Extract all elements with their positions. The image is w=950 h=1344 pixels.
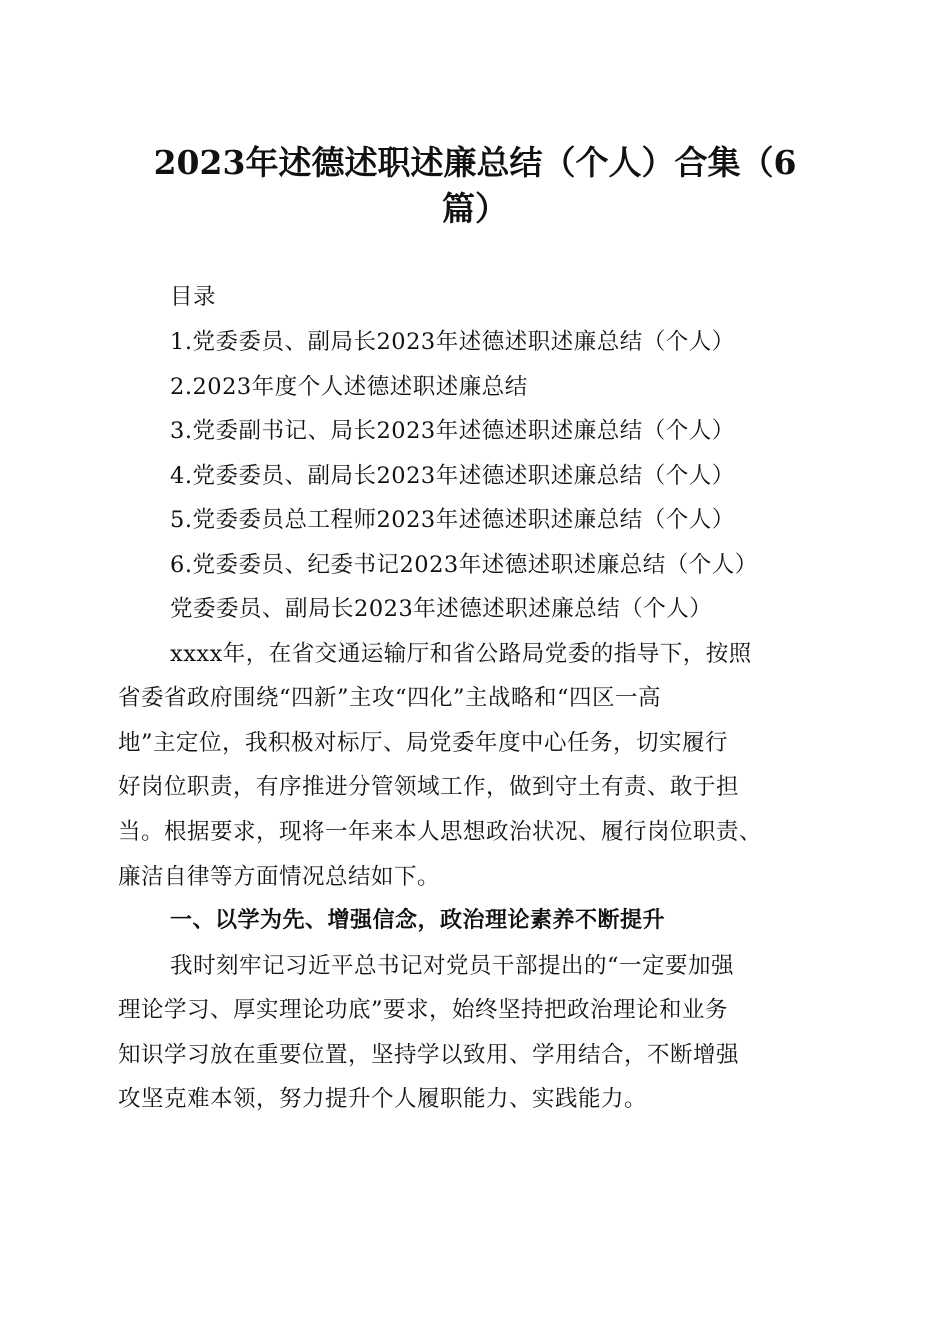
intro-paragraph-line: 省委省政府围绕“四新”主攻“四化”主战略和“四区一高	[118, 685, 662, 711]
intro-paragraph-line: 地”主定位，我积极对标厅、局党委年度中心任务，切实履行	[118, 730, 729, 756]
section-1-paragraph-line: 攻坚克难本领，努力提升个人履职能力、实践能力。	[118, 1086, 648, 1112]
intro-paragraph-line: xxxx年，在省交通运输厅和省公路局党委的指导下，按照	[170, 641, 752, 667]
article-title: 党委委员、副局长2023年述德述职述廉总结（个人）	[170, 596, 713, 622]
section-1-paragraph-line: 知识学习放在重要位置，坚持学以致用、学用结合，不断增强	[118, 1042, 740, 1068]
document-title	[110, 140, 840, 232]
section-1-paragraph-line: 理论学习、厚实理论功底”要求，始终坚持把政治理论和业务	[118, 997, 729, 1023]
section-heading-1: 一、以学为先、增强信念，政治理论素养不断提升	[170, 908, 666, 933]
intro-paragraph-line: 好岗位职责，有序推进分管领域工作，做到守土有责、敢于担	[118, 774, 740, 800]
toc-item-1[interactable]: 1.党委委员、副局长2023年述德述职述廉总结（个人）	[170, 329, 735, 355]
toc-item-5[interactable]: 5.党委委员总工程师2023年述德述职述廉总结（个人）	[170, 507, 735, 533]
intro-paragraph-line: 廉洁自律等方面情况总结如下。	[118, 864, 441, 890]
toc-heading: 目录	[170, 284, 217, 310]
document-title-line-1: 2023年述德述职述廉总结（个人）合集（6	[153, 143, 797, 182]
document-title-line-2: 篇）	[442, 189, 508, 228]
intro-paragraph-line: 当。根据要求，现将一年来本人思想政治状况、履行岗位职责、	[118, 819, 763, 845]
toc-item-6[interactable]: 6.党委委员、纪委书记2023年述德述职述廉总结（个人）	[170, 552, 758, 578]
toc-item-4[interactable]: 4.党委委员、副局长2023年述德述职述廉总结（个人）	[170, 463, 735, 489]
section-1-paragraph-line: 我时刻牢记习近平总书记对党员干部提出的“一定要加强	[170, 953, 735, 979]
toc-item-2[interactable]: 2.2023年度个人述德述职述廉总结	[170, 374, 528, 400]
toc-item-3[interactable]: 3.党委副书记、局长2023年述德述职述廉总结（个人）	[170, 418, 735, 444]
